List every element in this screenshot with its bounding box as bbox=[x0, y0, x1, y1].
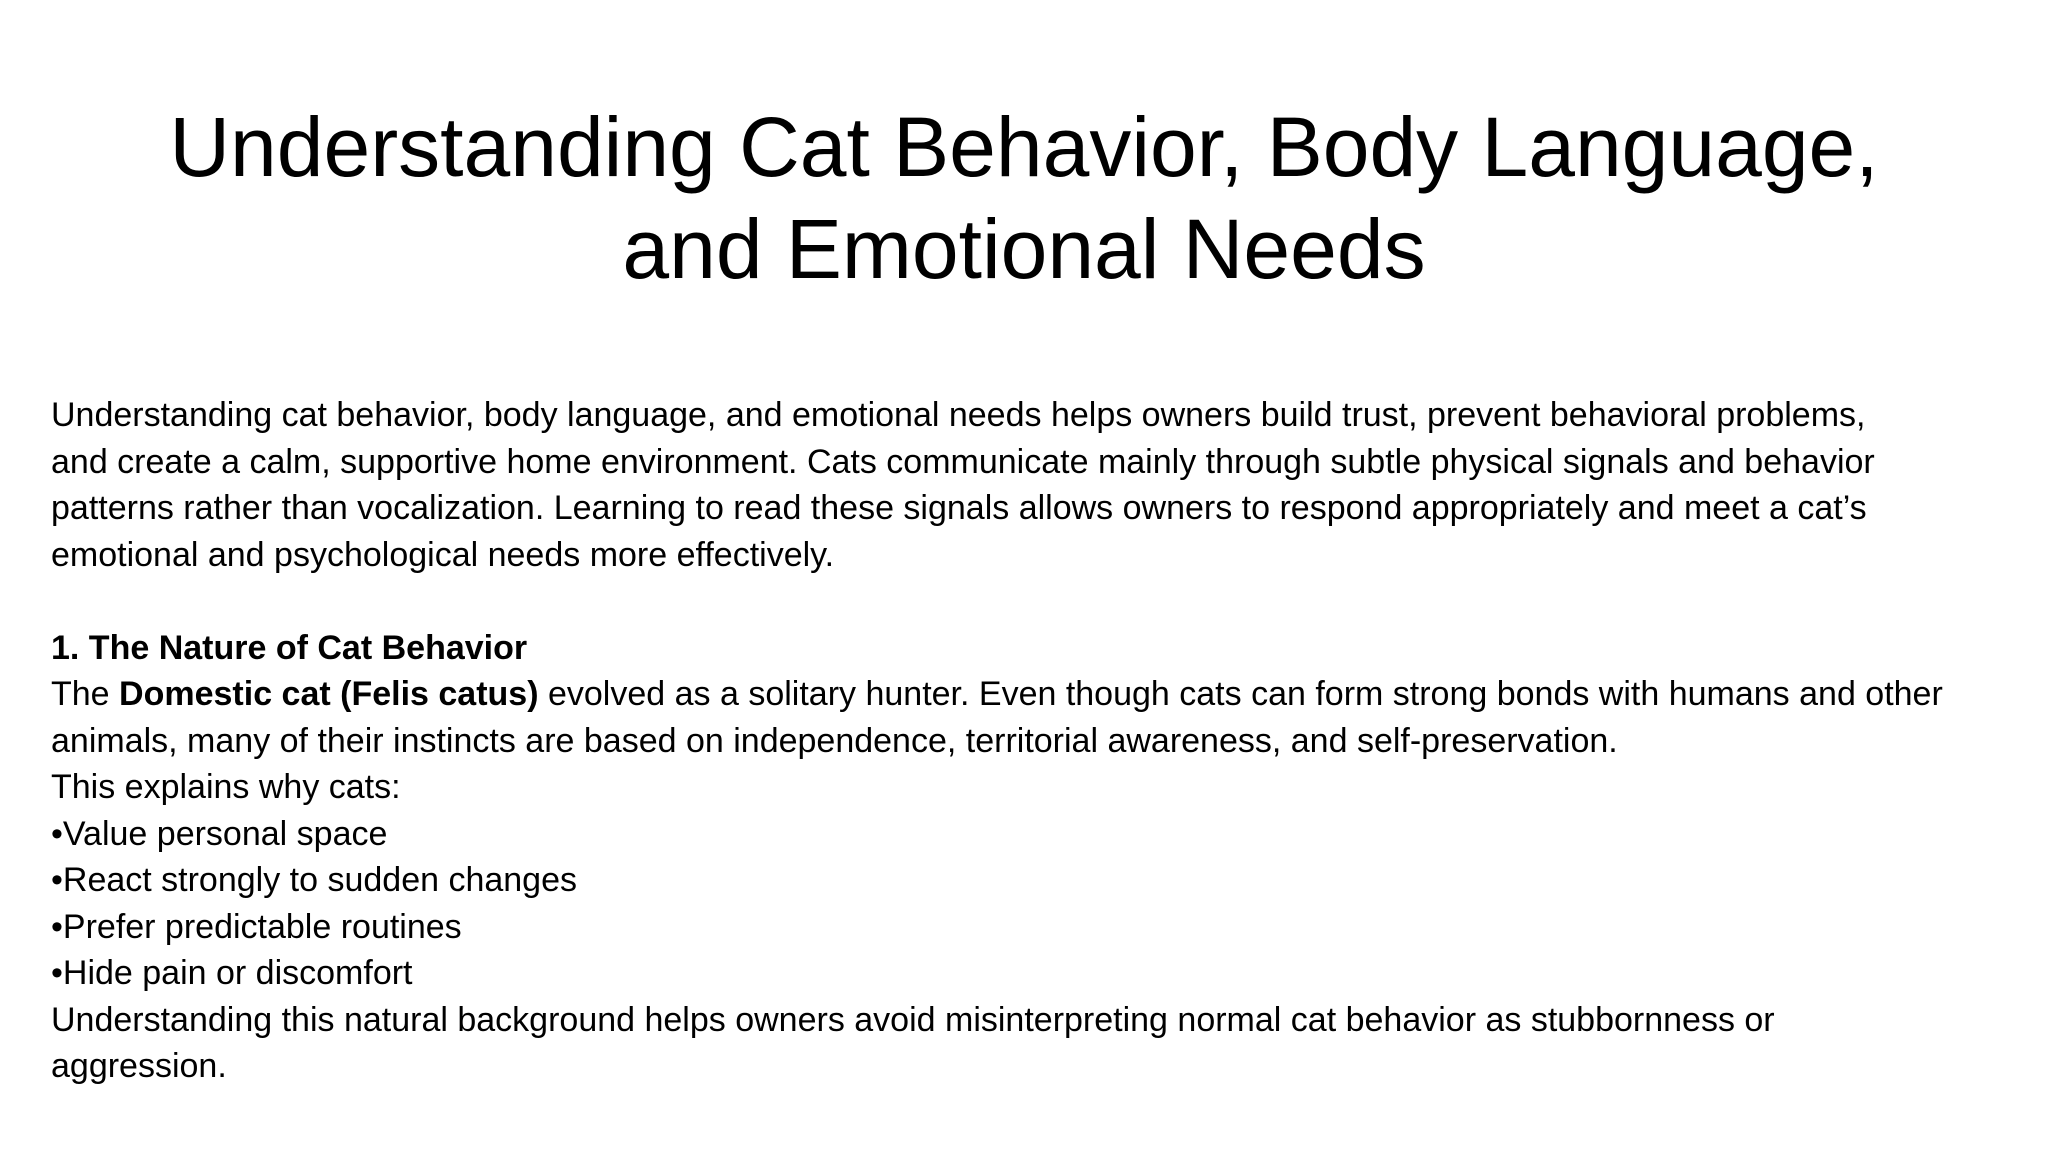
bullet-item: •Value personal space bbox=[51, 814, 388, 853]
line-prefix: The bbox=[51, 675, 120, 713]
section-line bbox=[51, 671, 2011, 718]
section-line: This explains why cats: bbox=[51, 768, 401, 806]
slide-title bbox=[100, 96, 1948, 300]
bullet-item: •React strongly to sudden changes bbox=[51, 861, 578, 899]
line-suffix: evolved as a solitary hunter. Even though cats can form strong bonds with humans and other bbox=[538, 675, 1943, 713]
section-line: animals, many of their instincts are based on independence, territorial awareness, and self-preservation. bbox=[51, 721, 1618, 760]
closing-line: Understanding this natural background helps owners avoid misinterpreting normal cat behavior as stubbornness or bbox=[51, 1000, 1775, 1039]
intro-line: Understanding cat behavior, body language, and emotional needs helps owners build trust, prevent behavioral problems, bbox=[51, 396, 1866, 434]
title-line-1: Understanding Cat Behavior, Body Language, bbox=[169, 100, 1879, 194]
intro-line: patterns rather than vocalization. Learning to read these signals allows owners to respond appropriately and meet a cat’s bbox=[51, 489, 1867, 527]
spacer bbox=[51, 578, 2011, 625]
slide-body bbox=[51, 392, 2011, 1090]
bullet-item: •Prefer predictable routines bbox=[51, 907, 462, 946]
intro-line: and create a calm, supportive home environment. Cats communicate mainly through subtle physical signals and behavior bbox=[51, 442, 1875, 481]
intro-line: emotional and psychological needs more effectively. bbox=[51, 535, 835, 574]
bullet-item: •Hide pain or discomfort bbox=[51, 954, 413, 992]
closing-line: aggression. bbox=[51, 1047, 227, 1085]
title-line-2: and Emotional Needs bbox=[622, 202, 1426, 296]
species-name: Domestic cat (Felis catus) bbox=[119, 675, 539, 713]
section-heading: 1. The Nature of Cat Behavior bbox=[51, 628, 528, 667]
